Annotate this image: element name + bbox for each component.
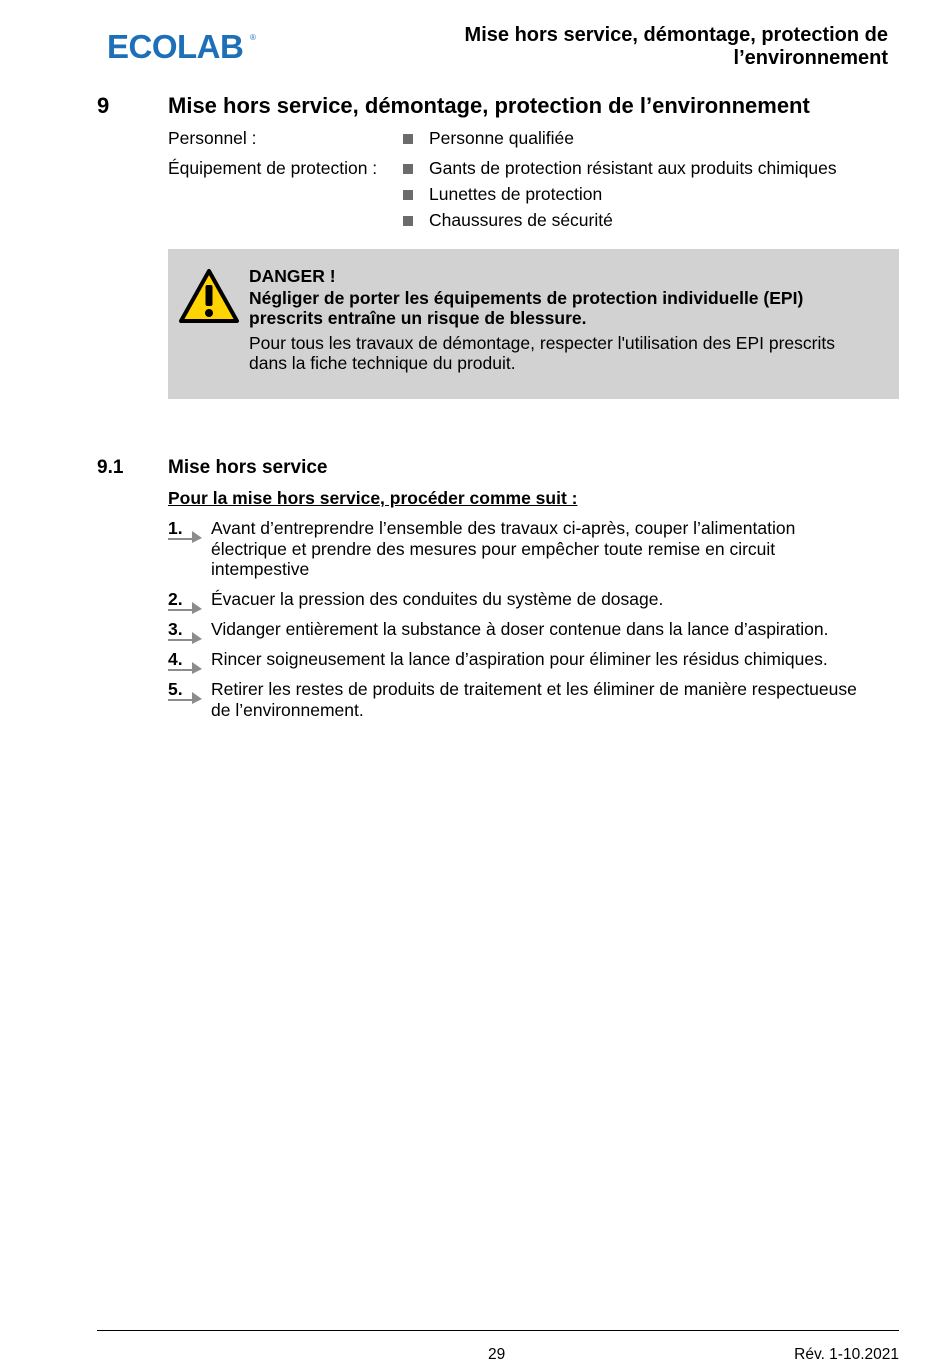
ecolab-logo	[107, 28, 257, 64]
step-arrow-icon	[168, 689, 204, 705]
step-text-line: de l’environnement.	[211, 699, 364, 720]
danger-bold-line2: prescrits entraîne un risque de blessure.	[249, 308, 587, 328]
step-text-line: électrique et prendre des mesures pour empêcher toute remise en circuit	[211, 538, 776, 559]
bullet-square-icon	[403, 216, 413, 226]
step-number: 4.	[168, 649, 183, 669]
step-text-line: Avant d’entreprendre l’ensemble des travaux ci-après, couper l’alimentation	[211, 518, 796, 538]
step-text-line: Vidanger entièrement la substance à doser contenue dans la lance d’aspiration.	[211, 619, 829, 639]
step-arrow-icon	[168, 528, 204, 544]
danger-text-line2: dans la fiche technique du produit.	[249, 353, 516, 373]
protection-item	[403, 158, 837, 179]
protection-label: Équipement de protection :	[168, 158, 378, 178]
step-text	[211, 679, 901, 720]
bullet-square-icon	[403, 134, 413, 144]
protection-item	[403, 210, 613, 231]
svg-text:®: ®	[250, 33, 256, 42]
section-number: 9	[97, 93, 110, 118]
step-number: 1.	[168, 518, 183, 538]
step-text-line: intempestive	[211, 559, 310, 579]
step-arrow-icon	[168, 599, 204, 615]
header-title-line1: Mise hors service, démontage, protection de	[464, 24, 888, 46]
step-text-line: Évacuer la pression des conduites du système de dosage.	[211, 589, 664, 609]
danger-text-line1: Pour tous les travaux de démontage, respecter l'utilisation des EPI prescrits	[249, 332, 835, 353]
subsection-number: 9.1	[97, 457, 124, 478]
subsection-title: Mise hors service	[168, 457, 328, 478]
step-number: 5.	[168, 679, 183, 699]
step-number: 2.	[168, 589, 183, 609]
step-text-line: Retirer les restes de produits de traitement et les éliminer de manière respectueuse	[211, 679, 857, 699]
protection-item-text: Gants de protection résistant aux produits chimiques	[429, 158, 837, 178]
step-number: 3.	[168, 619, 183, 639]
step-text	[211, 619, 901, 640]
svg-text:ECOLAB: ECOLAB	[107, 28, 244, 64]
step-text	[211, 589, 901, 610]
personnel-label: Personnel :	[168, 128, 257, 148]
warning-triangle-icon	[178, 268, 240, 324]
step-arrow-icon	[168, 629, 204, 645]
protection-item-text: Chaussures de sécurité	[429, 210, 613, 230]
personnel-item	[403, 128, 574, 149]
footer-divider	[97, 1330, 899, 1331]
step-text-line: Rincer soigneusement la lance d’aspiration pour éliminer les résidus chimiques.	[211, 649, 828, 669]
procedure-intro: Pour la mise hors service, procéder comme suit :	[168, 488, 578, 508]
protection-item-text: Lunettes de protection	[429, 184, 603, 204]
protection-item	[403, 184, 602, 205]
bullet-square-icon	[403, 164, 413, 174]
page-number: 29	[488, 1346, 506, 1363]
danger-message	[249, 266, 879, 374]
header-title-line2: l’environnement	[733, 47, 888, 69]
danger-heading: DANGER !	[249, 266, 336, 286]
bullet-square-icon	[403, 190, 413, 200]
revision-label: Rév. 1-10.2021	[794, 1346, 899, 1363]
personnel-item-text: Personne qualifiée	[429, 128, 574, 148]
danger-bold-line1: Négliger de porter les équipements de protection individuelle (EPI)	[249, 287, 804, 308]
section-title: Mise hors service, démontage, protection de l’environnement	[168, 93, 810, 118]
step-text	[211, 649, 901, 670]
step-arrow-icon	[168, 659, 204, 675]
header-title	[368, 24, 888, 70]
step-text	[211, 518, 901, 580]
